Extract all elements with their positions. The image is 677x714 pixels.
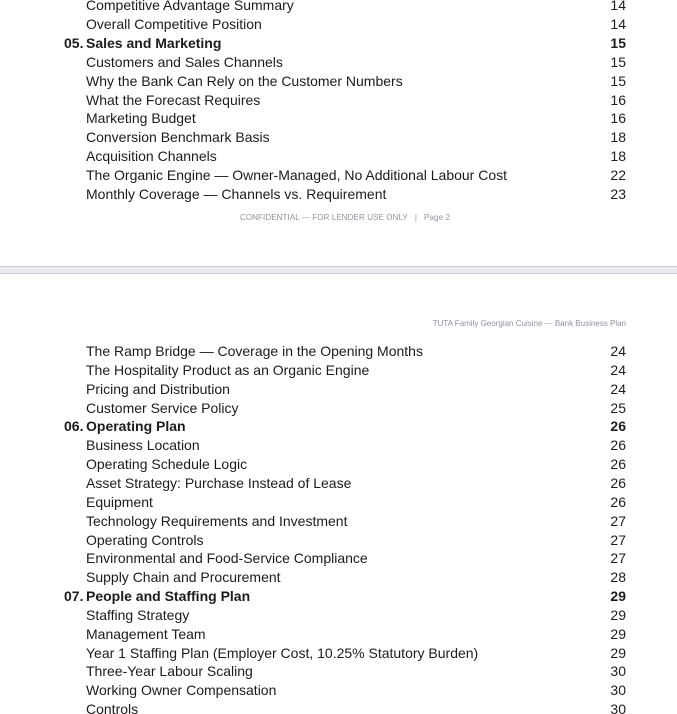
toc-entry-title: The Ramp Bridge — Coverage in the Opening Months bbox=[86, 343, 423, 359]
toc-entry[interactable] bbox=[0, 455, 677, 474]
toc-page-number: 16 bbox=[610, 91, 626, 108]
toc-entry-title: Business Location bbox=[86, 437, 200, 454]
toc-entry-title: Customers and Sales Channels bbox=[86, 53, 283, 70]
toc-entry[interactable] bbox=[0, 606, 677, 625]
toc-page-number: 16 bbox=[610, 110, 626, 127]
toc-entry[interactable] bbox=[0, 493, 677, 512]
toc-entry-title: Pricing and Distribution bbox=[86, 380, 230, 397]
toc-entry[interactable] bbox=[0, 0, 677, 15]
toc-entry[interactable] bbox=[0, 681, 677, 700]
toc-entry[interactable] bbox=[0, 549, 677, 568]
toc-entry[interactable] bbox=[0, 128, 677, 147]
toc-entry-title: Sales and Marketing bbox=[86, 34, 222, 51]
toc-entry-title: Year 1 Staffing Plan (Employer Cost, 10.25% Statutory Burden) bbox=[86, 644, 479, 661]
toc-entry[interactable] bbox=[0, 568, 677, 587]
page-header: TUTA Family Georgian Cuisine — Bank Business Plan bbox=[432, 319, 626, 328]
toc-entry[interactable] bbox=[0, 531, 677, 550]
toc-page-number: 30 bbox=[610, 682, 626, 699]
toc-entry[interactable] bbox=[0, 166, 677, 185]
toc-entry-title: Management Team bbox=[86, 625, 206, 642]
page-footer bbox=[0, 212, 677, 224]
toc-page-number: 22 bbox=[610, 167, 626, 184]
toc-entry-title: Conversion Benchmark Basis bbox=[86, 129, 270, 146]
toc-section-number: 06. bbox=[64, 418, 84, 435]
toc-entry[interactable] bbox=[0, 625, 677, 644]
document-page-3 bbox=[0, 274, 677, 714]
toc-page-number: 24 bbox=[610, 361, 626, 378]
toc-entry-title: Technology Requirements and Investment bbox=[86, 512, 348, 529]
toc-entry[interactable] bbox=[0, 380, 677, 399]
toc-entry-title: Operating Schedule Logic bbox=[86, 456, 248, 473]
toc-entry-title: The Organic Engine — Owner-Managed, No Additional Labour Cost bbox=[86, 167, 508, 184]
toc-entry[interactable] bbox=[0, 399, 677, 418]
toc-entry-title: Marketing Budget bbox=[86, 110, 196, 127]
toc-page-number: 26 bbox=[610, 437, 626, 454]
toc-page-number: 18 bbox=[610, 129, 626, 146]
toc-entry-title: People and Staffing Plan bbox=[86, 588, 251, 605]
toc-page-number: 15 bbox=[610, 53, 626, 70]
toc-page-number: 25 bbox=[610, 399, 626, 416]
toc-entry-title: Monthly Coverage — Channels vs. Requirement bbox=[86, 186, 387, 202]
toc-entry[interactable] bbox=[0, 512, 677, 531]
toc-entry-title: Asset Strategy: Purchase Instead of Lease bbox=[86, 474, 352, 491]
page-number: Page 2 bbox=[424, 213, 451, 222]
toc-entry[interactable] bbox=[0, 147, 677, 166]
toc-page-number: 24 bbox=[610, 343, 626, 359]
toc-entry[interactable] bbox=[0, 474, 677, 493]
toc-entry-title: Equipment bbox=[86, 493, 153, 510]
toc-page-number: 30 bbox=[610, 701, 626, 714]
toc-entry-title: Operating Controls bbox=[86, 531, 204, 548]
toc-entry-title: Controls bbox=[86, 701, 139, 714]
toc-section-entry[interactable] bbox=[0, 34, 677, 53]
toc-page-number: 27 bbox=[610, 550, 626, 567]
toc-page-number: 14 bbox=[610, 0, 626, 13]
toc-entry[interactable] bbox=[0, 342, 677, 361]
toc-page-number: 29 bbox=[610, 606, 626, 623]
toc-page-number: 30 bbox=[610, 663, 626, 680]
toc-entry[interactable] bbox=[0, 15, 677, 34]
toc-entry[interactable] bbox=[0, 72, 677, 91]
toc-section-number: 07. bbox=[64, 588, 84, 605]
toc-page-number: 27 bbox=[610, 512, 626, 529]
toc-page-number: 29 bbox=[610, 644, 626, 661]
toc-page-number: 27 bbox=[610, 531, 626, 548]
toc-entry-title: Acquisition Channels bbox=[86, 148, 217, 165]
toc-entry-title: Customer Service Policy bbox=[86, 399, 239, 416]
toc-entry-title: Supply Chain and Procurement bbox=[86, 569, 281, 586]
toc-page-number: 24 bbox=[610, 380, 626, 397]
confidential-notice: CONFIDENTIAL — FOR LENDER USE ONLY bbox=[239, 213, 408, 222]
toc-entry[interactable] bbox=[0, 185, 677, 204]
toc-entry-title: What the Forecast Requires bbox=[86, 91, 261, 108]
toc-page-number: 23 bbox=[610, 186, 626, 202]
toc-page-number: 18 bbox=[610, 148, 626, 165]
toc-entry-title: Staffing Strategy bbox=[86, 606, 190, 623]
page-break bbox=[0, 266, 677, 274]
toc-entry-title: Environmental and Food-Service Compliance bbox=[86, 550, 368, 567]
toc-entry-title: Three-Year Labour Scaling bbox=[86, 663, 253, 680]
toc-entry-title: Working Owner Compensation bbox=[86, 682, 277, 699]
toc-page-number: 15 bbox=[610, 34, 626, 51]
toc-entry[interactable] bbox=[0, 361, 677, 380]
toc-entry-title: Overall Competitive Position bbox=[86, 15, 262, 32]
toc-entry[interactable] bbox=[0, 91, 677, 110]
toc-entry-title: Competitive Advantage Summary bbox=[86, 0, 294, 13]
toc-page-number: 28 bbox=[610, 569, 626, 586]
footer-separator: | bbox=[414, 213, 418, 222]
toc-entry[interactable] bbox=[0, 662, 677, 681]
toc-page-number: 26 bbox=[610, 456, 626, 473]
toc-entry-title: The Hospitality Product as an Organic Engine bbox=[86, 361, 370, 378]
toc-section-entry[interactable] bbox=[0, 417, 677, 436]
toc-entry[interactable] bbox=[0, 53, 677, 72]
toc-page-number: 29 bbox=[610, 625, 626, 642]
toc-page-number: 26 bbox=[610, 493, 626, 510]
toc-page-number: 14 bbox=[610, 15, 626, 32]
toc-section-entry[interactable] bbox=[0, 587, 677, 606]
toc-section-number: 05. bbox=[64, 34, 84, 51]
toc-entry[interactable] bbox=[0, 700, 677, 714]
toc-entry[interactable] bbox=[0, 644, 677, 663]
toc-entry[interactable] bbox=[0, 109, 677, 128]
toc-page-number: 15 bbox=[610, 72, 626, 89]
toc-entry-title: Operating Plan bbox=[86, 418, 186, 435]
toc-page-number: 26 bbox=[610, 474, 626, 491]
toc-entry[interactable] bbox=[0, 436, 677, 455]
toc-page-number: 29 bbox=[610, 588, 626, 605]
toc-page-number: 26 bbox=[610, 418, 626, 435]
toc-entry-title: Why the Bank Can Rely on the Customer Numbers bbox=[86, 72, 403, 89]
document-page-2 bbox=[0, 0, 677, 266]
